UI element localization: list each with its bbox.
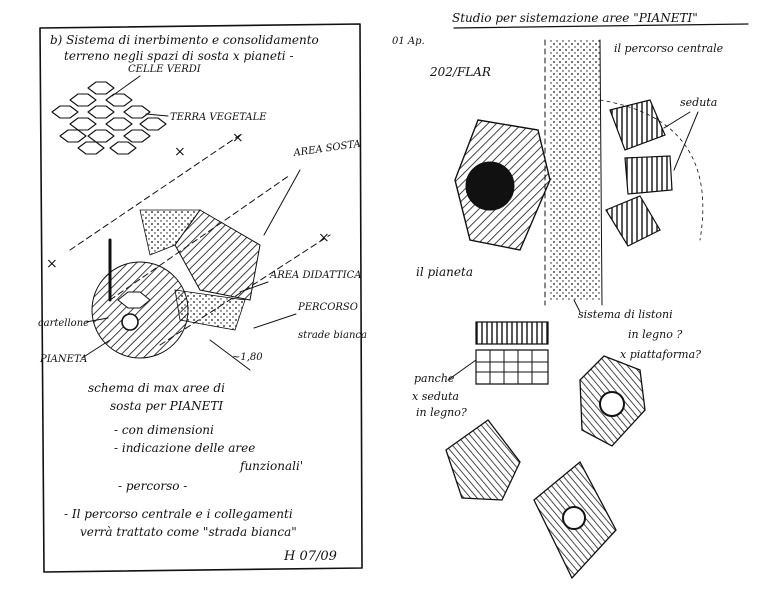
label-celle-verdi: CELLE VERDI bbox=[128, 64, 201, 75]
seduta-block bbox=[606, 196, 660, 246]
panca-grid-lines bbox=[476, 350, 548, 384]
label-in-legno-2: in legno? bbox=[416, 406, 467, 419]
seduta-block bbox=[625, 156, 672, 194]
label-strada-bianca: strade bianca bbox=[298, 330, 367, 341]
label-sistema-listoni: sistema di listoni bbox=[578, 308, 673, 321]
cross-mark-icon: × bbox=[174, 144, 186, 160]
note-line-6: - percorso - bbox=[118, 479, 188, 493]
label-pianeta: PIANETA bbox=[40, 354, 88, 365]
leader-pianeta bbox=[82, 340, 110, 358]
label-seduta: seduta bbox=[680, 96, 718, 109]
pianeta-circle-icon bbox=[600, 392, 624, 416]
label-piattaforma: x piattaforma? bbox=[620, 348, 702, 361]
label-cartellone: cartellone bbox=[38, 318, 90, 329]
leader-celle-verdi bbox=[112, 76, 140, 96]
label-terra-vegetale: TERRA VEGETALE bbox=[170, 112, 267, 123]
cross-mark-icon: × bbox=[46, 256, 58, 272]
pianeta-area-circle bbox=[92, 262, 188, 358]
label-in-legno: in legno ? bbox=[628, 328, 683, 341]
leader-percorso bbox=[254, 314, 296, 328]
label-area-didattica: AREA DIDATTICA bbox=[270, 270, 362, 281]
note-line-7: - Il percorso centrale e i collegamenti bbox=[64, 507, 293, 521]
label-panche: panche bbox=[414, 372, 455, 385]
leader-panche bbox=[448, 360, 476, 380]
hexagon-cells-icon bbox=[52, 82, 166, 154]
label-percorso-centrale: il percorso centrale bbox=[614, 42, 724, 55]
pianeta-circle-icon bbox=[466, 162, 514, 210]
leader-terra-vegetale bbox=[146, 114, 168, 116]
note-line-2: sosta per PIANETI bbox=[110, 399, 224, 413]
note-line-1: schema di max aree di bbox=[88, 381, 225, 395]
label-il-pianeta: il pianeta bbox=[416, 265, 473, 279]
note-line-4: - indicazione delle aree bbox=[114, 441, 256, 455]
percorso-centrale-band bbox=[550, 40, 600, 300]
leader-area-sosta bbox=[264, 170, 300, 235]
note-line-5: funzionali' bbox=[240, 459, 304, 473]
note-line-8: verrà trattato come "strada bianca" bbox=[80, 525, 297, 539]
right-title: Studio per sistemazione aree "PIANETI" bbox=[452, 11, 698, 25]
cross-mark-icon: × bbox=[232, 130, 244, 146]
pianeta-circle-icon bbox=[563, 507, 585, 529]
seduta-block bbox=[610, 100, 665, 150]
pianeta-platform-small bbox=[446, 420, 520, 500]
panca-bench-grid bbox=[476, 350, 548, 384]
label-x-seduta: x seduta bbox=[412, 390, 459, 403]
signature-date: H 07/09 bbox=[284, 549, 337, 564]
margin-note: 01 Ap. bbox=[392, 36, 425, 47]
right-sheet bbox=[392, 11, 748, 578]
label-measure: ~1,80 bbox=[232, 352, 263, 363]
panca-bench-top bbox=[476, 322, 548, 344]
left-sheet bbox=[38, 24, 367, 572]
cross-mark-icon: × bbox=[318, 230, 330, 246]
sheet-date: 202/FLAR bbox=[430, 65, 491, 79]
label-area-sosta: AREA SOSTA bbox=[292, 138, 362, 159]
note-line-3: - con dimensioni bbox=[114, 423, 214, 437]
left-title-line-1: b) Sistema di inerbimento e consolidamento bbox=[50, 33, 319, 47]
path-edge-solid bbox=[600, 40, 602, 305]
left-title-line-2: terreno negli spazi di sosta x pianeti - bbox=[64, 49, 294, 63]
label-percorso: PERCORSO bbox=[298, 302, 358, 313]
pianeta-circle-icon bbox=[122, 314, 138, 330]
